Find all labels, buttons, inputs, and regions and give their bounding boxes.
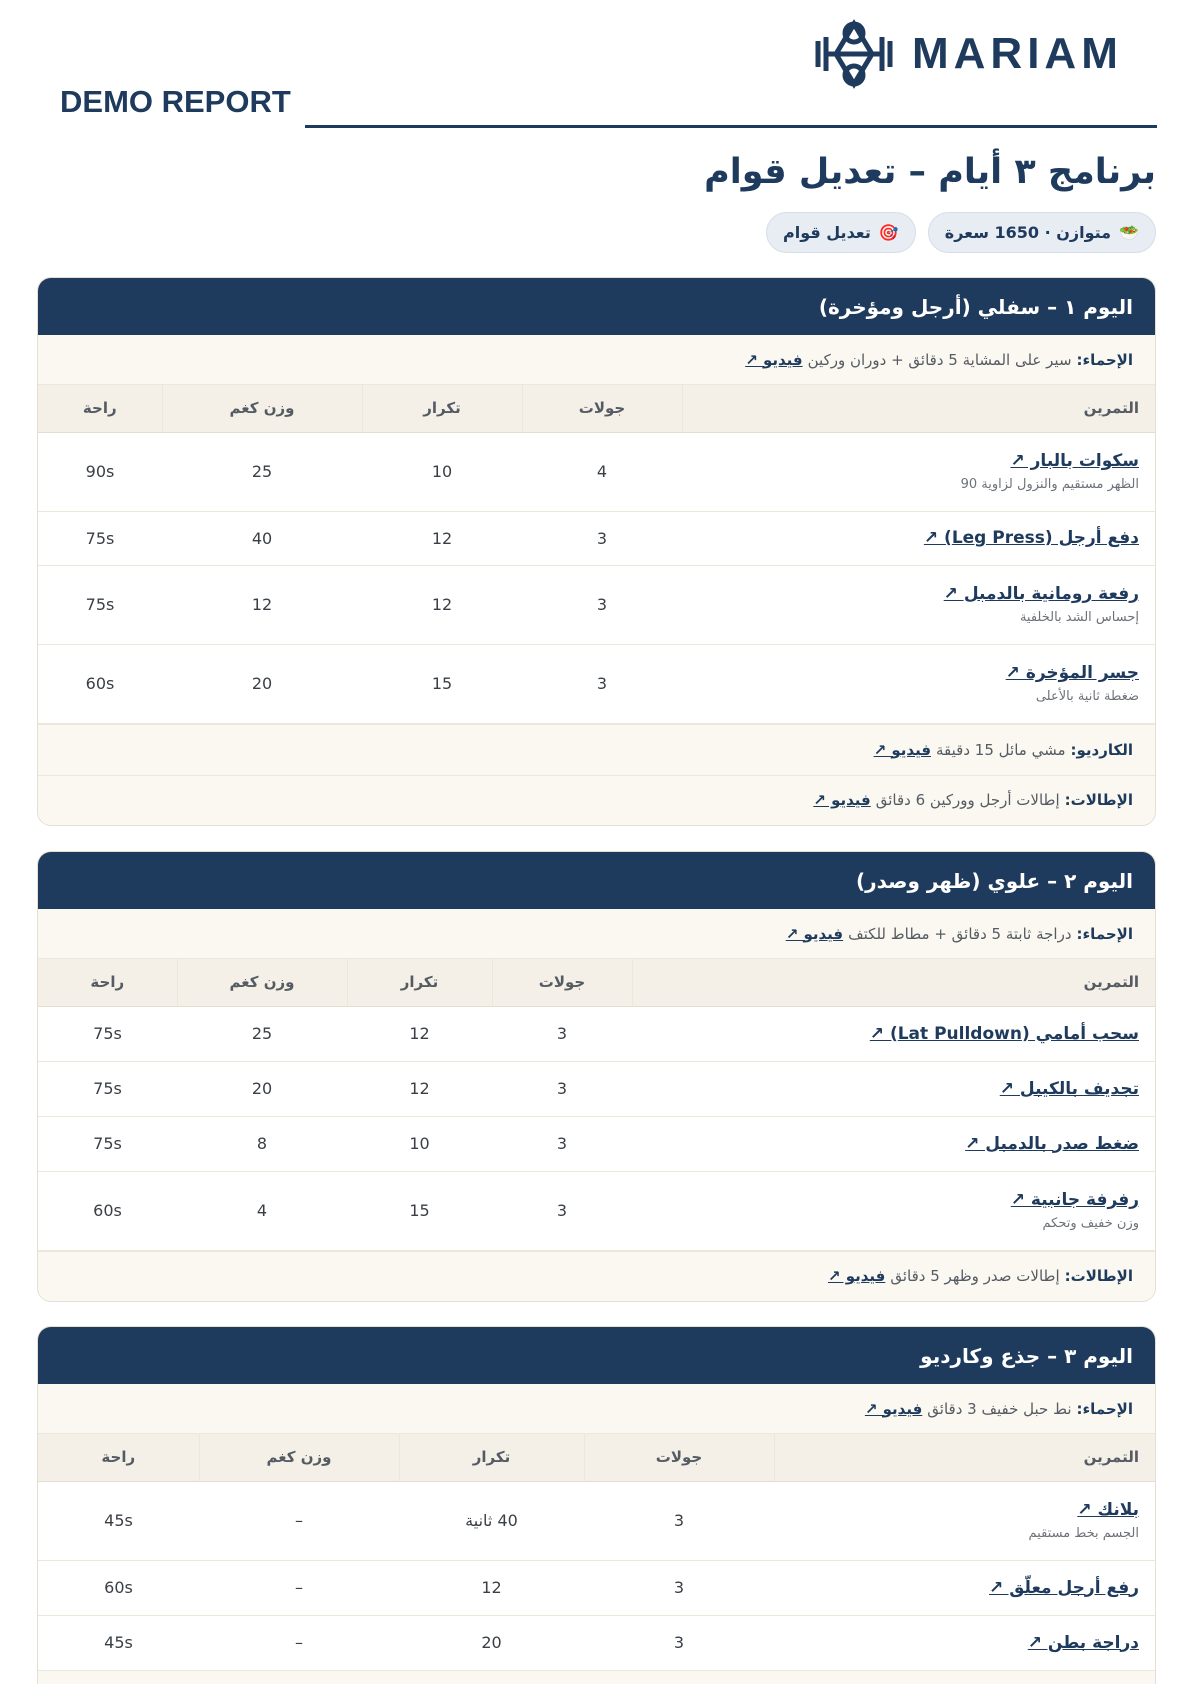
stretch-label: الإطالات: — [1064, 791, 1133, 809]
sets-cell: 3 — [596, 528, 608, 548]
exercise-link[interactable]: سحب أمامي (Lat Pulldown) ↗ — [869, 1023, 1139, 1044]
col-exercise: التمرين — [682, 385, 1156, 432]
stretch-label: الإطالات: — [1064, 1267, 1133, 1285]
rest-cell: 90s — [85, 462, 115, 481]
target-icon: 🎯 — [878, 223, 899, 242]
col-weight: وزن كغم — [177, 959, 347, 1006]
weight-cell: – — [295, 1633, 303, 1652]
sets-cell: 3 — [556, 1079, 568, 1098]
col-sets: جولات — [492, 959, 632, 1006]
warmup-video-link[interactable]: فيديو ↗ — [785, 924, 844, 943]
weight-cell: 40 — [251, 528, 273, 548]
table-row — [38, 1615, 1156, 1670]
sets-cell: 3 — [673, 1511, 685, 1530]
exercise-table — [38, 959, 1156, 1251]
warmup-text: سير على المشاية 5 دقائق + دوران وركين — [807, 350, 1072, 369]
table-row — [38, 1061, 1156, 1116]
col-reps: تكرار — [399, 1434, 584, 1481]
rest-cell: 75s — [93, 1024, 122, 1043]
col-reps: تكرار — [362, 385, 522, 432]
rest-cell: 75s — [93, 1079, 122, 1098]
sets-cell: 3 — [556, 1024, 568, 1043]
weight-cell: 25 — [251, 1024, 273, 1043]
exercise-link[interactable]: جسر المؤخرة ↗ — [1005, 663, 1139, 683]
day-1-title: اليوم ١ – سفلي (أرجل ومؤخرة) — [38, 278, 1155, 335]
cardio-text: مشي مائل 15 دقيقة — [936, 740, 1066, 759]
reps-cell: 12 — [409, 1079, 430, 1098]
header-divider — [305, 125, 1157, 128]
cardio-label: الكارديو: — [1070, 740, 1133, 759]
table-row — [38, 644, 1156, 723]
stretch-row — [38, 1251, 1155, 1301]
stretch-video-link[interactable]: فيديو ↗ — [827, 1267, 886, 1285]
sets-cell: 4 — [596, 462, 608, 481]
stretch-text: إطالات صدر وظهر 5 دقائق — [890, 1267, 1060, 1285]
exercise-link[interactable]: بلانك ↗ — [1077, 1500, 1139, 1520]
col-reps: تكرار — [347, 959, 492, 1006]
col-rest: راحة — [38, 385, 162, 432]
exercise-note: الظهر مستقيم والنزول لزاوية 90 — [960, 477, 1139, 492]
weight-cell: – — [295, 1511, 303, 1530]
table-row — [38, 1006, 1156, 1061]
reps-cell: 12 — [409, 1024, 430, 1043]
warmup-label: الإحماء: — [1076, 924, 1133, 943]
brand-logo — [810, 18, 1123, 90]
weight-cell: 8 — [256, 1134, 268, 1153]
day-2-card — [37, 851, 1156, 1302]
table-row — [38, 1116, 1156, 1171]
col-exercise: التمرين — [774, 1434, 1156, 1481]
rest-cell: 75s — [93, 1134, 122, 1153]
tag-chips — [766, 212, 1156, 253]
cardio-row — [38, 724, 1155, 775]
table-row — [38, 1560, 1156, 1615]
rest-cell: 60s — [104, 1578, 133, 1597]
diet-chip — [928, 212, 1156, 253]
rest-cell: 45s — [104, 1633, 133, 1652]
exercise-table — [38, 1434, 1156, 1671]
exercise-note: إحساس الشد بالخلفية — [1019, 610, 1139, 625]
exercise-link[interactable]: رفعة رومانية بالدمبل ↗ — [943, 584, 1139, 604]
weight-cell: – — [295, 1578, 303, 1597]
exercise-link[interactable]: ضغط صدر بالدمبل ↗ — [965, 1133, 1139, 1154]
weight-cell: 4 — [256, 1201, 268, 1220]
col-sets: جولات — [584, 1434, 774, 1481]
stretch-row — [38, 775, 1155, 825]
cardio-video-link[interactable]: فيديو ↗ — [873, 740, 932, 759]
exercise-note: ضغطة ثانية بالأعلى — [1035, 689, 1139, 704]
sets-cell: 3 — [556, 1134, 568, 1153]
brand-name: MARIAM — [912, 29, 1123, 78]
reps-cell: 15 — [409, 1201, 430, 1220]
rest-cell: 75s — [85, 595, 115, 614]
day-1-card — [37, 277, 1156, 826]
chip-label: متوازن · 1650 سعرة — [944, 223, 1112, 242]
reps-cell: 20 — [481, 1633, 502, 1652]
table-row — [38, 1481, 1156, 1560]
reps-cell: 12 — [431, 528, 453, 548]
exercise-link[interactable]: دراجة بطن ↗ — [1027, 1632, 1139, 1653]
reps-cell: 12 — [481, 1578, 502, 1597]
table-row — [38, 565, 1156, 644]
warmup-video-link[interactable]: فيديو ↗ — [864, 1399, 923, 1418]
weight-cell: 12 — [251, 595, 273, 614]
goal-chip — [766, 212, 916, 253]
warmup-row — [38, 335, 1155, 385]
exercise-note: وزن خفيف وتحكم — [1042, 1216, 1139, 1231]
report-label: DEMO REPORT — [60, 84, 291, 119]
exercise-note: الجسم بخط مستقيم — [1028, 1526, 1139, 1541]
warmup-label: الإحماء: — [1076, 1399, 1133, 1418]
rest-cell: 75s — [85, 528, 115, 548]
stretch-text: إطالات أرجل ووركين 6 دقائق — [875, 791, 1060, 809]
sets-cell: 3 — [596, 595, 608, 614]
salad-icon: 🥗 — [1119, 223, 1139, 242]
page-title: برنامج ٣ أيام – تعديل قوام — [704, 152, 1156, 192]
reps-cell: 10 — [409, 1134, 430, 1153]
brand-emblem-icon — [810, 19, 898, 89]
warmup-text: دراجة ثابتة 5 دقائق + مطاط للكتف — [848, 924, 1072, 943]
chip-label: تعديل قوام — [782, 223, 871, 242]
exercise-link[interactable]: تجديف بالكيبل ↗ — [999, 1078, 1139, 1099]
table-row — [38, 432, 1156, 511]
reps-cell: 12 — [431, 595, 453, 614]
warmup-text: نط حبل خفيف 3 دقائق — [927, 1399, 1072, 1418]
col-rest: راحة — [38, 1434, 199, 1481]
rest-cell: 60s — [85, 674, 115, 693]
col-weight: وزن كغم — [162, 385, 362, 432]
table-row — [38, 1171, 1156, 1250]
sets-cell: 3 — [673, 1578, 685, 1597]
reps-cell: 15 — [431, 674, 453, 693]
warmup-video-link[interactable]: فيديو ↗ — [745, 350, 803, 369]
table-row — [38, 511, 1156, 565]
reps-cell: 10 — [431, 462, 453, 481]
col-sets: جولات — [522, 385, 682, 432]
weight-cell: 25 — [251, 462, 273, 481]
exercise-link[interactable]: رفع أرجل معلّق ↗ — [989, 1577, 1139, 1598]
rest-cell: 60s — [93, 1201, 122, 1220]
exercise-link[interactable]: دفع أرجل (Leg Press) ↗ — [923, 528, 1139, 548]
warmup-row — [38, 909, 1155, 959]
rest-cell: 45s — [104, 1511, 133, 1530]
reps-cell: 40 ثانية — [465, 1511, 518, 1530]
col-exercise: التمرين — [632, 959, 1156, 1006]
sets-cell: 3 — [556, 1201, 568, 1220]
col-rest: راحة — [38, 959, 177, 1006]
warmup-row — [38, 1384, 1155, 1434]
weight-cell: 20 — [251, 674, 273, 693]
day-3-card — [37, 1326, 1156, 1684]
exercise-link[interactable]: رفرفة جانبية ↗ — [1010, 1190, 1139, 1210]
sets-cell: 3 — [673, 1633, 685, 1652]
stretch-video-link[interactable]: فيديو ↗ — [813, 791, 871, 809]
col-weight: وزن كغم — [199, 1434, 399, 1481]
day-2-title: اليوم ٢ – علوي (ظهر وصدر) — [38, 852, 1155, 909]
warmup-label: الإحماء: — [1076, 350, 1133, 369]
weight-cell: 20 — [251, 1079, 273, 1098]
sets-cell: 3 — [596, 674, 608, 693]
exercise-table — [38, 385, 1156, 724]
exercise-link[interactable]: سكوات بالبار ↗ — [1010, 451, 1139, 471]
day-3-title: اليوم ٣ – جذع وكارديو — [38, 1327, 1155, 1384]
